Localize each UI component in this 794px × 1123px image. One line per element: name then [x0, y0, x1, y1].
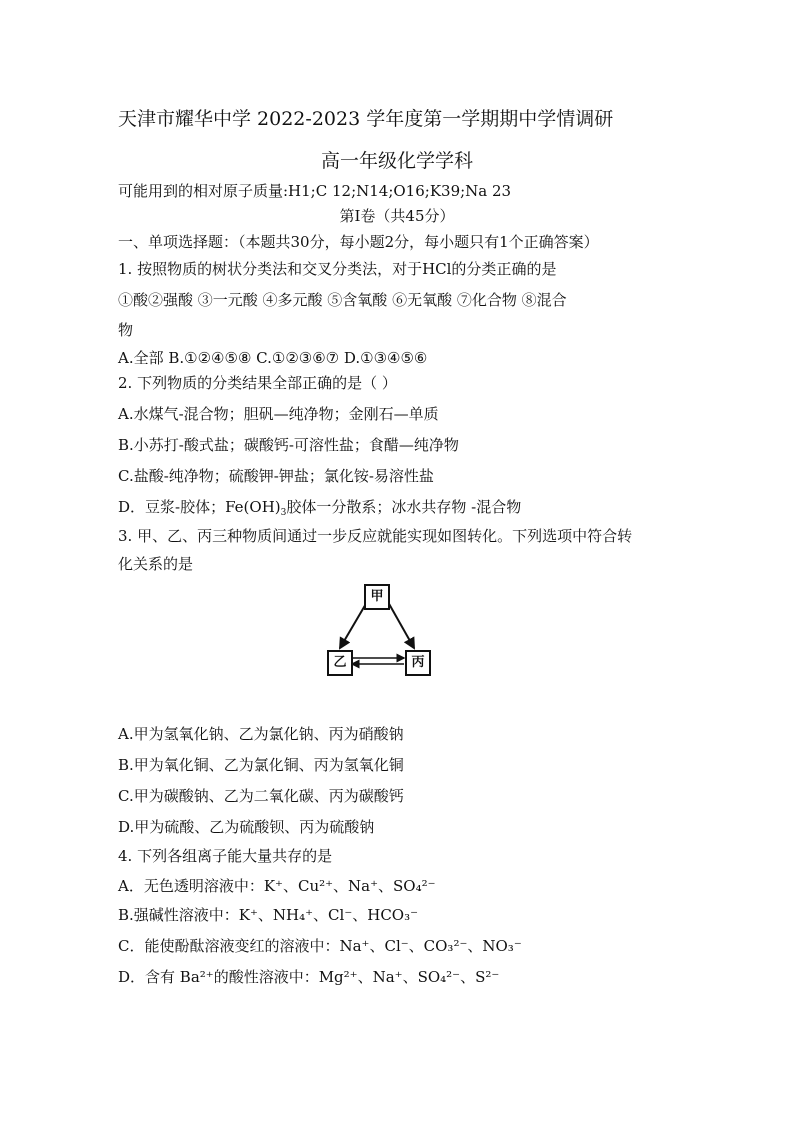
section-heading: 一、单项选择题：（本题共30分，每小题2分，每小题只有1个正确答案） — [118, 233, 599, 251]
q4-option-d: D．含有 Ba²⁺的酸性溶液中：Mg²⁺、Na⁺、SO₄²⁻、S²⁻ — [118, 968, 500, 986]
volume-heading: 第Ⅰ卷（共45分） — [339, 207, 455, 225]
q1-stem: 1. 按照物质的树状分类法和交叉分类法，对于HCl的分类正确的是 — [118, 260, 557, 278]
arrow-jia-to-bing — [388, 602, 414, 648]
arrow-jia-to-yi — [340, 602, 367, 648]
exam-subtitle: 高一年级化学学科 — [320, 150, 473, 172]
q1-items-line1: ①酸②强酸 ③一元酸 ④多元酸 ⑤含氧酸 ⑥无氧酸 ⑦化合物 ⑧混合 — [118, 291, 567, 309]
q1-options: A.全部 B.①②④⑤⑧ C.①②③⑥⑦ D.①③④⑤⑥ — [118, 349, 428, 367]
q4-option-a: A．无色透明溶液中：K⁺、Cu²⁺、Na⁺、SO₄²⁻ — [118, 877, 436, 895]
q4-option-c: C．能使酚酞溶液变红的溶液中：Na⁺、Cl⁻、CO₃²⁻、NO₃⁻ — [118, 937, 522, 955]
q2-option-a: A.水煤气-混合物；胆矾—纯净物；金刚石—单质 — [118, 405, 439, 423]
q3-stem-line1: 3. 甲、乙、丙三种物质间通过一步反应就能实现如图转化。下列选项中符合转 — [118, 527, 633, 545]
node-yi: 乙 — [327, 650, 353, 676]
q2-option-b: B.小苏打-酸式盐；碳酸钙-可溶性盐；食醋—纯净物 — [118, 436, 459, 454]
q3-option-c: C.甲为碳酸钠、乙为二氧化碳、丙为碳酸钙 — [118, 787, 404, 805]
q3-option-b: B.甲为氧化铜、乙为氯化铜、丙为氢氧化铜 — [118, 756, 404, 774]
atomic-mass-note: 可能用到的相对原子质量:H1;C 12;N14;O16;K39;Na 23 — [118, 182, 512, 200]
q2-option-d: D．豆浆-胶体；$Fe(OH)_3$胶体一分散系；冰水共存物 -混合物 — [118, 498, 522, 518]
q4-stem: 4. 下列各组离子能大量共存的是 — [118, 847, 333, 865]
q4-option-b: B.强碱性溶液中：K⁺、NH₄⁺、Cl⁻、HCO₃⁻ — [118, 906, 419, 924]
q2-option-c: C.盐酸-纯净物；硫酸钾-钾盐；氯化铵-易溶性盐 — [118, 467, 434, 485]
q3-stem-line2: 化关系的是 — [118, 555, 194, 573]
q3-option-d: D.甲为硫酸、乙为硫酸钡、丙为硫酸钠 — [118, 818, 375, 836]
exam-title: 天津市耀华中学 2022-2023 学年度第一学期期中学情调研 — [118, 108, 614, 130]
q2-stem: 2. 下列物质的分类结果全部正确的是（ ） — [118, 374, 397, 392]
q1-items-line2: 物 — [118, 321, 134, 339]
q3-option-a: A.甲为氢氧化钠、乙为氯化钠、丙为硝酸钠 — [118, 725, 404, 743]
node-jia: 甲 — [364, 584, 390, 610]
node-bing: 丙 — [405, 650, 431, 676]
